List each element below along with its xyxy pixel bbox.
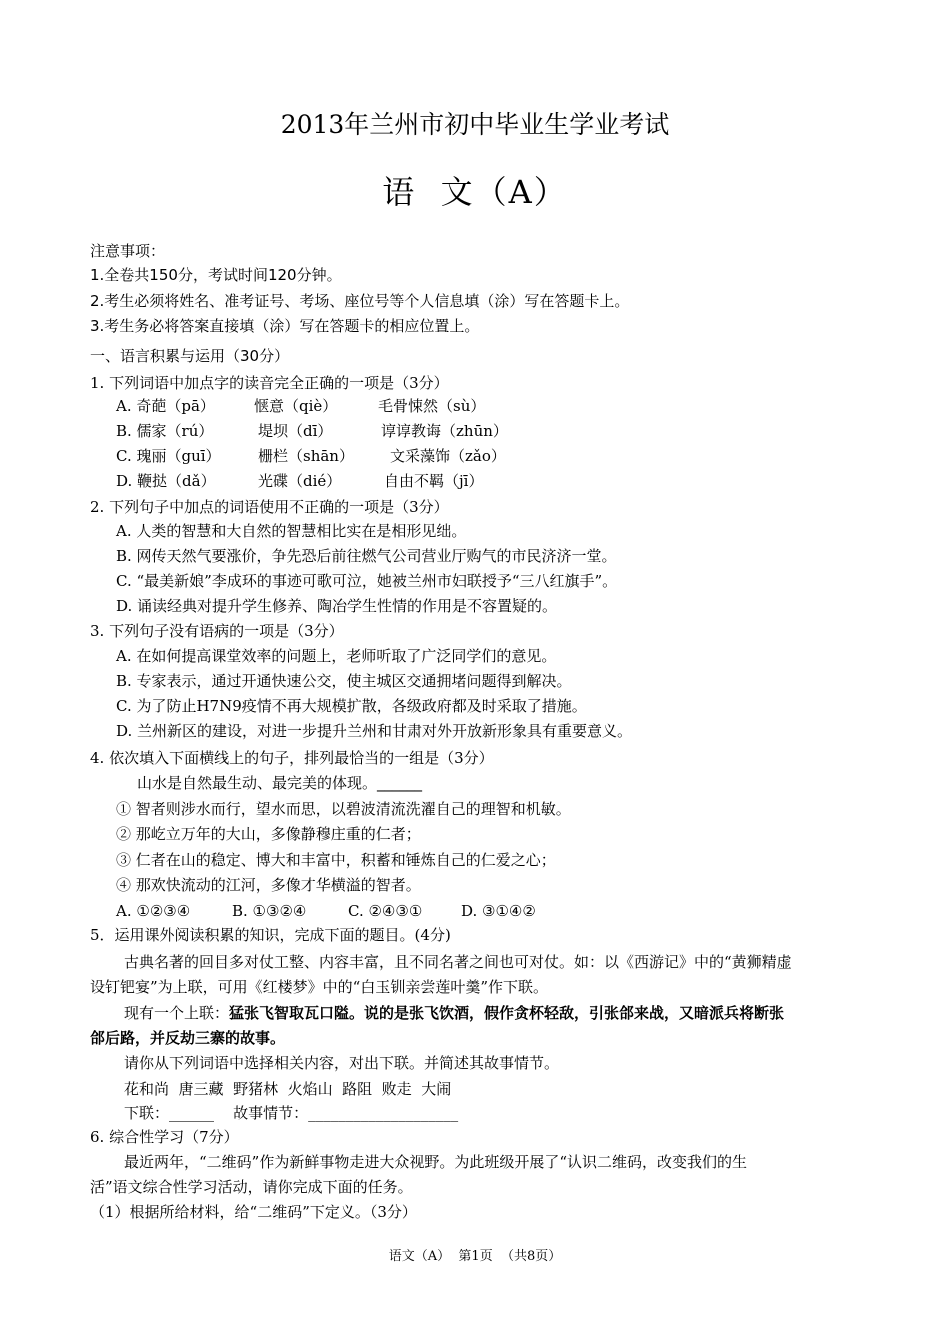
q4-sentence: ② 那屹立万年的大山，多像静穆庄重的仁者； <box>116 825 421 843</box>
q4-option: C. ②④③① <box>348 902 423 920</box>
section-heading: 一、语言积累与运用（30分） <box>90 347 290 365</box>
notice-item: 2.考生必须将姓名、准考证号、考场、座位号等个人信息填（涂）写在答题卡上。 <box>90 292 630 310</box>
q5-paragraph: 设钉钯宴”为上联，可用《红楼梦》中的“白玉钏亲尝莲叶羹”作下联。 <box>90 978 549 996</box>
q3-option: D. 兰州新区的建设，对进一步提升兰州和甘肃对外开放新形象具有重要意义。 <box>116 722 633 740</box>
q4-option: D. ③①④② <box>461 902 536 920</box>
q1-option: 谆谆教诲（zhūn） <box>381 422 508 440</box>
q6-paragraph: 活”语文综合性学习活动，请你完成下面的任务。 <box>90 1178 413 1196</box>
q1-option: 毛骨悚然（sù） <box>378 397 486 415</box>
q1-option: D. 鞭挞（dǎ） <box>116 472 216 490</box>
q3-option: C. 为了防止H7N9疫情不再大规模扩散，各级政府都及时采取了措施。 <box>116 697 587 715</box>
q1-option: C. 瑰丽（guī） <box>116 447 221 465</box>
q3-option: B. 专家表示，通过开通快速公交，使主城区交通拥堵问题得到解决。 <box>116 672 572 690</box>
q5-paragraph: 古典名著的回目多对仗工整、内容丰富，且不同名著之间也可对仗。如：以《西游记》中的“黄狮精虚 <box>124 953 792 971</box>
q6-subquestion: （1）根据所给材料，给“二维码”下定义。（3分） <box>90 1203 417 1221</box>
q3-option: A. 在如何提高课堂效率的问题上，老师听取了广泛同学们的意见。 <box>116 647 557 665</box>
q1-option: 文采藻饰（zǎo） <box>390 447 506 465</box>
q1-option: 光碟（dié） <box>258 472 342 490</box>
q4-option: B. ①③②④ <box>232 902 307 920</box>
q6-paragraph: 最近两年，“二维码”作为新鲜事物走进大众视野。为此班级开展了“认识二维码，改变我们的生 <box>124 1153 748 1171</box>
q1-option: 堤坝（dī） <box>258 422 333 440</box>
q4-sentence: ③ 仁者在山的稳定、博大和丰富中，积蓄和锤炼自己的仁爱之心； <box>116 851 556 869</box>
question-stem: 1. 下列词语中加点字的读音完全正确的一项是（3分） <box>90 374 449 392</box>
question-stem: 6. 综合性学习（7分） <box>90 1128 239 1146</box>
q5-text: 现有一个上联： <box>124 1004 230 1022</box>
notice-item: 1.全卷共150分，考试时间120分钟。 <box>90 266 342 284</box>
q4-sentence: ① 智者则涉水而行，望水而思，以碧波清流洗濯自己的理智和机敏。 <box>116 800 571 818</box>
q4-lead: 山水是自然最生动、最完美的体现。______ <box>137 774 423 792</box>
q1-option: B. 儒家（rú） <box>116 422 214 440</box>
q1-option: 自由不羁（jī） <box>384 472 484 490</box>
exam-title: 2013年兰州市初中毕业生学业考试 <box>280 110 670 139</box>
question-stem: 5．运用课外阅读积累的知识，完成下面的题目。(4分) <box>90 926 451 944</box>
q2-option: A. 人类的智慧和大自然的智慧相比实在是相形见绌。 <box>116 522 467 540</box>
page-footer: 语文（A） 第1页 （共8页） <box>388 1249 562 1264</box>
question-stem: 3. 下列句子没有语病的一项是（3分） <box>90 622 344 640</box>
q5-paragraph: 郃后路，并反劫三寨的故事。 <box>90 1029 286 1047</box>
q5-paragraph <box>124 1006 784 1021</box>
q5-word-list: 花和尚 唐三藏 野猪林 火焰山 路阻 败走 大闹 <box>124 1080 452 1098</box>
question-stem: 2. 下列句子中加点的词语使用不正确的一项是（3分） <box>90 498 449 516</box>
q1-option: 惬意（qiè） <box>254 397 338 415</box>
notice-item: 3.考生务必将答案直接填（涂）写在答题卡的相应位置上。 <box>90 317 480 335</box>
q1-option: 栅栏（shān） <box>258 447 354 465</box>
q5-paragraph: 请你从下列词语中选择相关内容，对出下联。并简述其故事情节。 <box>124 1054 560 1072</box>
notice-heading: 注意事项： <box>90 242 166 260</box>
q1-option: A. 奇葩（pā） <box>116 397 215 415</box>
q5-upper-couplet: 猛张飞智取瓦口隘。说的是张飞饮酒，假作贪杯轻敌，引张郃来战，又暗派兵将断张 <box>229 1004 785 1022</box>
q2-option: D. 诵读经典对提升学生修养、陶冶学生性情的作用是不容置疑的。 <box>116 597 558 615</box>
q2-option: B. 网传天然气要涨价，争先恐后前往燃气公司营业厅购气的市民济济一堂。 <box>116 547 617 565</box>
question-stem: 4. 依次填入下面横线上的句子，排列最恰当的一组是（3分） <box>90 749 494 767</box>
subject-title: 语 文（A） <box>382 173 568 211</box>
q4-sentence: ④ 那欢快流动的江河，多像才华横溢的智者。 <box>116 876 421 894</box>
q5-answer-line: 下联：______ 故事情节：____________________ <box>124 1104 459 1122</box>
q2-option: C. “最美新娘”李成环的事迹可歌可泣，她被兰州市妇联授予“三八红旗手”。 <box>116 572 618 590</box>
q4-option: A. ①②③④ <box>116 902 191 920</box>
